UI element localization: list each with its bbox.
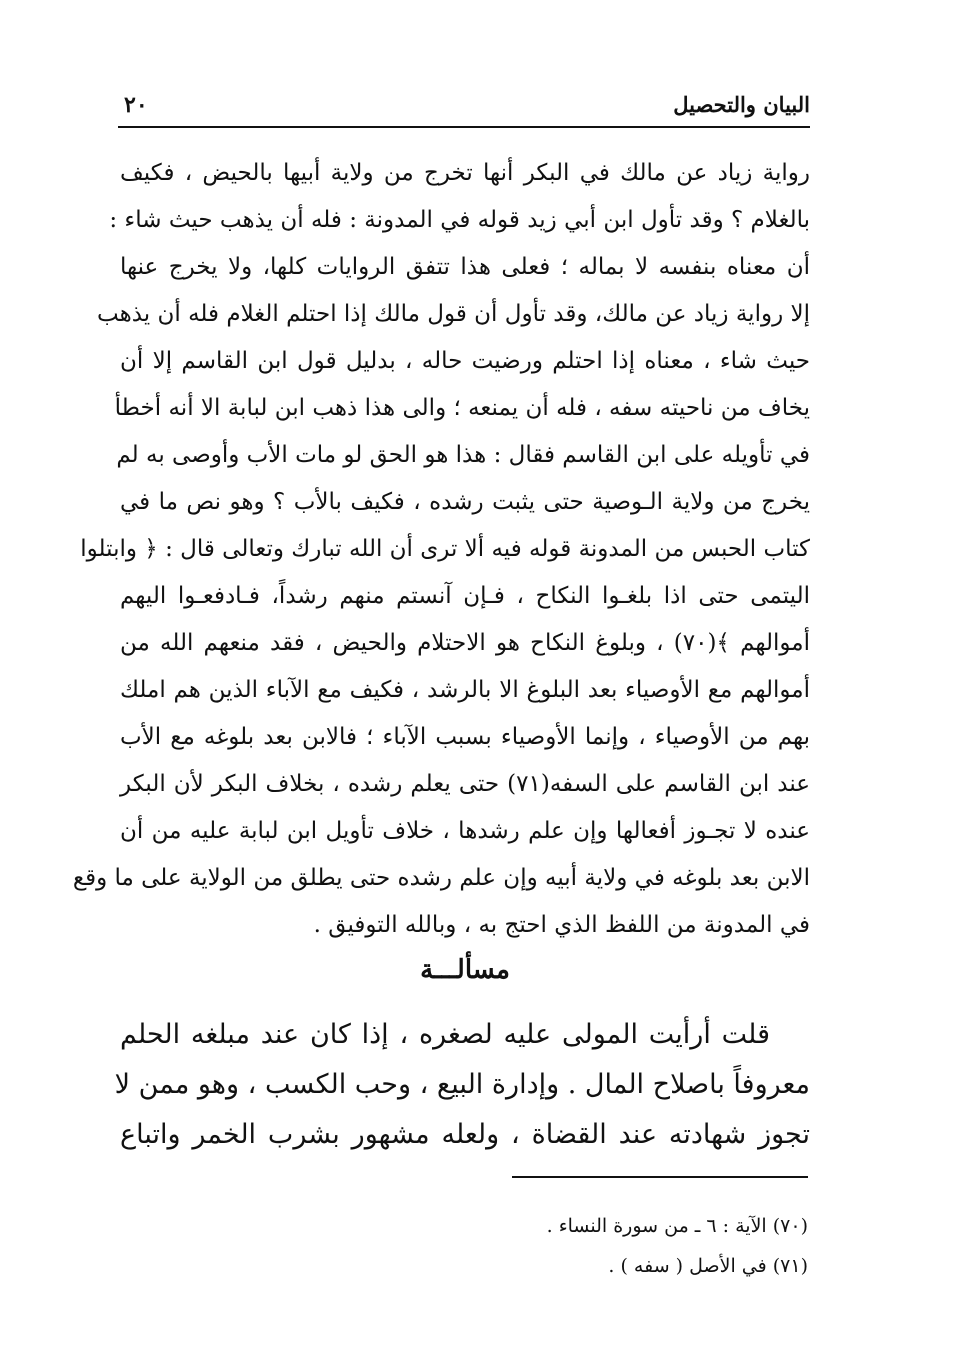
body-line: يخاف من ناحيته سفه ، فله أن يمنعه ؛ والى هذا ذهب ابن لبابة الا أنه أخطأ — [114, 395, 810, 421]
book-title: البيان والتحصيل — [673, 92, 810, 117]
body-line: بالغلام ؟ وقد تأول ابن أبي زيد قوله في المدونة : فله أن يذهب حيث شاء : — [109, 207, 810, 233]
footnote-70: (٧٠) الآية : ٦ ـ من سورة النساء . — [546, 1215, 808, 1237]
body-line: أموالهم ﴾(٧٠) ، وبلوغ النكاح هو الاحتلام والحيض ، فقد منعهم الله من — [120, 630, 810, 656]
body-line: أن معناه بنفسه لا بماله ؛ فعلى هذا تتفق الروايات كلها، ولا يخرج عنها — [120, 254, 810, 280]
section-heading: مسألـــة — [420, 955, 510, 985]
body-text — [72, 150, 811, 949]
body-line: عنده لا تجـوز أفعالها وإن علم رشدها ، خلاف تأويل ابن لبابة عليه من أن — [120, 818, 810, 844]
body-line: أموالهم مع الأوصياء بعد البلوغ الا بالرشد ، فكيف مع الآباء الذين هم املك — [120, 677, 810, 703]
page-number: ٢٠ — [124, 92, 148, 118]
section-text — [114, 1010, 810, 1160]
section-line: معروفاً باصلاح المال . وإدارة البيع ، وحب الكسب ، وهو ممن لا — [114, 1069, 810, 1100]
body-line: رواية زياد عن مالك في البكر أنها تخرج من ولاية أبيها بالحيض ، فكيف — [120, 160, 811, 186]
body-line: الابن بعد بلوغه في ولاية أبيه وإن علم رشده حتى يطلق من الولاية على ما وقع — [72, 865, 810, 891]
body-line: حيث شاء ، معناه إذا احتلم ورضيت حاله ، بدليل قول ابن القاسم إلا أن — [120, 348, 810, 374]
running-head — [118, 88, 810, 122]
header-rule — [118, 126, 810, 128]
body-line: عند ابن القاسم على السفه(٧١) حتى يعلم رشده ، بخلاف البكر لأن البكر — [120, 771, 811, 797]
body-line: كتاب الحبس من المدونة قوله فيه ألا ترى أن الله تبارك وتعالى قال : ﴿ وابتلوا — [80, 536, 810, 562]
body-line: في تأويله على ابن القاسم فقال : هذا هو الحق لو مات الأب وأوصى به لم — [116, 442, 810, 468]
body-line: في المدونة من اللفظ الذي احتج به ، وبالله التوفيق . — [313, 912, 810, 938]
section-line: تجوز شهادته عند القضاة ، ولعله مشهور بشرب الخمر واتباع — [120, 1119, 810, 1150]
body-line: إلا رواية زياد عن مالك، وقد تأول أن قول مالك إذا احتلم الغلام فله أن يذهب — [97, 301, 810, 327]
footnote-71: (٧١) في الأصل ( سفه ) . — [608, 1255, 808, 1277]
body-line: بهم من الأوصياء ، وإنما الأوصياء بسبب الآباء ؛ فالابن بعد بلوغه مع الأب — [120, 724, 810, 750]
section-line: قلت أرأيت المولى عليه لصغره ، إذا كان عند مبلغه الحلم — [120, 1019, 770, 1050]
footnote-rule — [512, 1176, 808, 1178]
footnotes — [400, 1206, 808, 1286]
body-line: اليتمى حتى اذا بلغـوا النكاح ، فـإن آنستم منهم رشداً، فـادفعـوا اليهم — [120, 583, 810, 609]
body-line: يخرج من ولاية الـوصية حتى يثبت رشده ، فكيف بالأب ؟ وهو نص ما في — [120, 489, 810, 515]
